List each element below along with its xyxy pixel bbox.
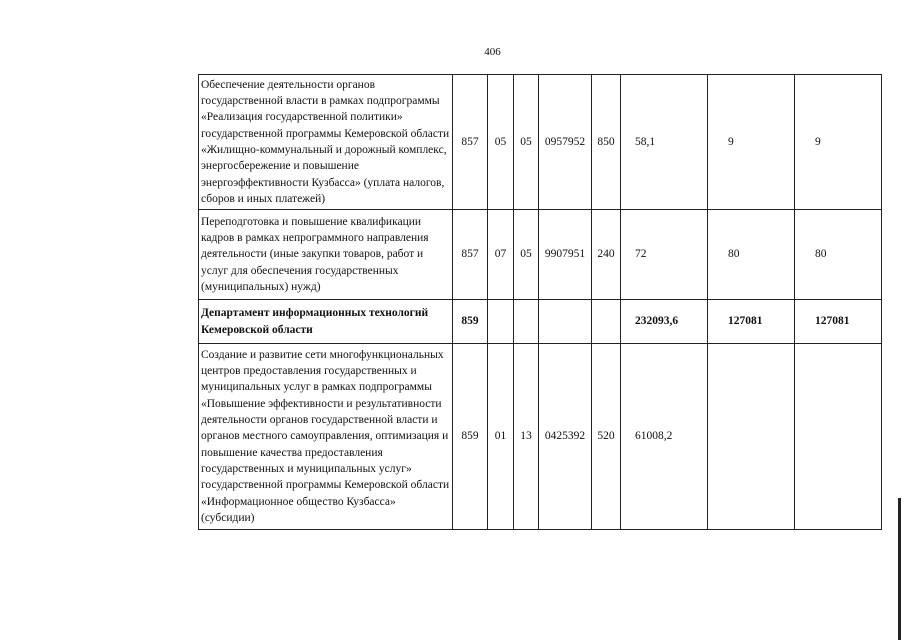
target-code: 0957952 — [539, 75, 592, 210]
target-code: 0425392 — [539, 344, 592, 530]
expense-type-code — [592, 300, 621, 344]
sum-year-2 — [708, 344, 795, 530]
sum-year-2: 80 — [708, 210, 795, 300]
sum-year-3: 80 — [795, 210, 882, 300]
target-code — [539, 300, 592, 344]
table-row — [199, 210, 882, 300]
row-name: Переподготовка и повышение квалификации кадров в рамках непрограммного направления деятельности (иные закупки товаров, работ и услуг для обеспечения государственных (муниципальных) нужд) — [199, 210, 453, 300]
sum-year-3: 9 — [795, 75, 882, 210]
expense-type-code: 240 — [592, 210, 621, 300]
row-name: Создание и развитие сети многофункциональных центров предоставления государственных и муниципальных услуг в рамках подпрограммы «Повышение эффективности и результативности деятельности органов государственной власти и органов местного самоуправления, оптимизация и повышение качества предоставления государственных и муниципальных услуг» государственной программы Кемеровской области «Информационное общество Кузбасса» (субсидии) — [199, 344, 453, 530]
subsection-code — [514, 300, 539, 344]
sum-year-1: 232093,6 — [621, 300, 708, 344]
page-number: 406 — [484, 46, 501, 58]
department-name: Департамент информационных технологий Кемеровской области — [199, 300, 453, 344]
sum-year-1: 58,1 — [621, 75, 708, 210]
sum-year-2: 127081 — [708, 300, 795, 344]
scan-edge-line — [898, 498, 901, 640]
ministry-code: 857 — [453, 210, 488, 300]
sum-year-3: 127081 — [795, 300, 882, 344]
sum-year-1: 61008,2 — [621, 344, 708, 530]
subsection-code: 05 — [514, 75, 539, 210]
table-row-department — [199, 300, 882, 344]
expense-type-code: 520 — [592, 344, 621, 530]
section-code — [488, 300, 514, 344]
ministry-code: 859 — [453, 344, 488, 530]
section-code: 07 — [488, 210, 514, 300]
section-code: 05 — [488, 75, 514, 210]
sum-year-1: 72 — [621, 210, 708, 300]
section-code: 01 — [488, 344, 514, 530]
budget-table — [198, 74, 882, 530]
sum-year-2: 9 — [708, 75, 795, 210]
table-row — [199, 75, 882, 210]
target-code: 9907951 — [539, 210, 592, 300]
table-row — [199, 344, 882, 530]
row-name: Обеспечение деятельности органов государственной власти в рамках подпрограммы «Реализация государственной политики» государственной программы Кемеровской области «Жилищно-коммунальный и дорожный комплекс, энергосбережение и повышение энергоэффективности Кузбасса» (уплата налогов, сборов и иных платежей) — [199, 75, 453, 210]
expense-type-code: 850 — [592, 75, 621, 210]
sum-year-3 — [795, 344, 882, 530]
ministry-code: 859 — [453, 300, 488, 344]
subsection-code: 05 — [514, 210, 539, 300]
subsection-code: 13 — [514, 344, 539, 530]
ministry-code: 857 — [453, 75, 488, 210]
